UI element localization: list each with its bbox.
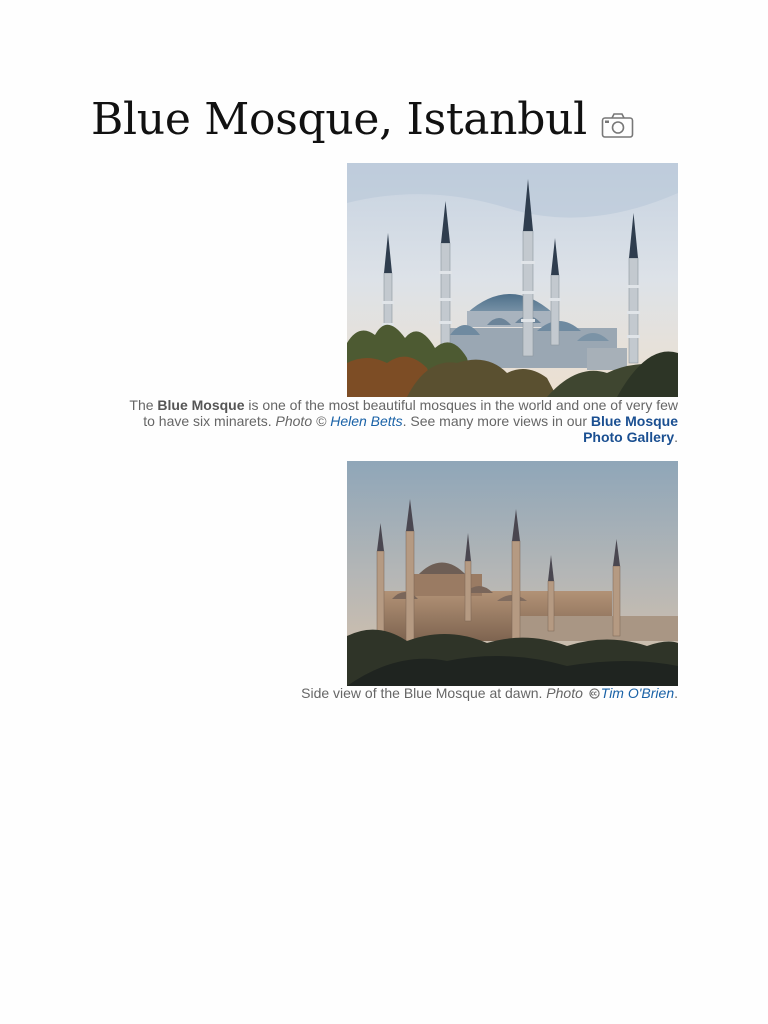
title-row (91, 92, 634, 148)
photo2-caption (258, 685, 678, 701)
page-title: Blue Mosque, Istanbul (91, 94, 587, 145)
caption-bold-text: Blue Mosque (157, 397, 245, 413)
caption-text: . (674, 685, 678, 701)
caption-text: . (674, 429, 678, 445)
caption-text: . See many more views in our (402, 413, 591, 429)
photo-credit-prefix: Photo (546, 685, 587, 701)
creative-commons-icon (589, 688, 600, 699)
blue-mosque-photo[interactable] (347, 163, 678, 397)
photographer-link-tim-obrien[interactable]: Tim O'Brien (600, 685, 675, 701)
caption-text: Side view of the Blue Mosque at dawn. (301, 685, 547, 701)
photographer-link-helen-betts[interactable]: Helen Betts (330, 413, 403, 429)
caption-text: is one of the most beautiful mosques in the world and one of very few to have six minarets. (143, 397, 678, 429)
gallery-link[interactable]: Blue Mosque Photo Gallery (583, 413, 678, 445)
camera-icon[interactable] (601, 111, 634, 139)
caption-text: The (129, 397, 158, 413)
photo1-caption (118, 397, 678, 445)
photo-credit-prefix: Photo © (275, 413, 331, 429)
blue-mosque-dawn-photo[interactable] (347, 461, 678, 686)
